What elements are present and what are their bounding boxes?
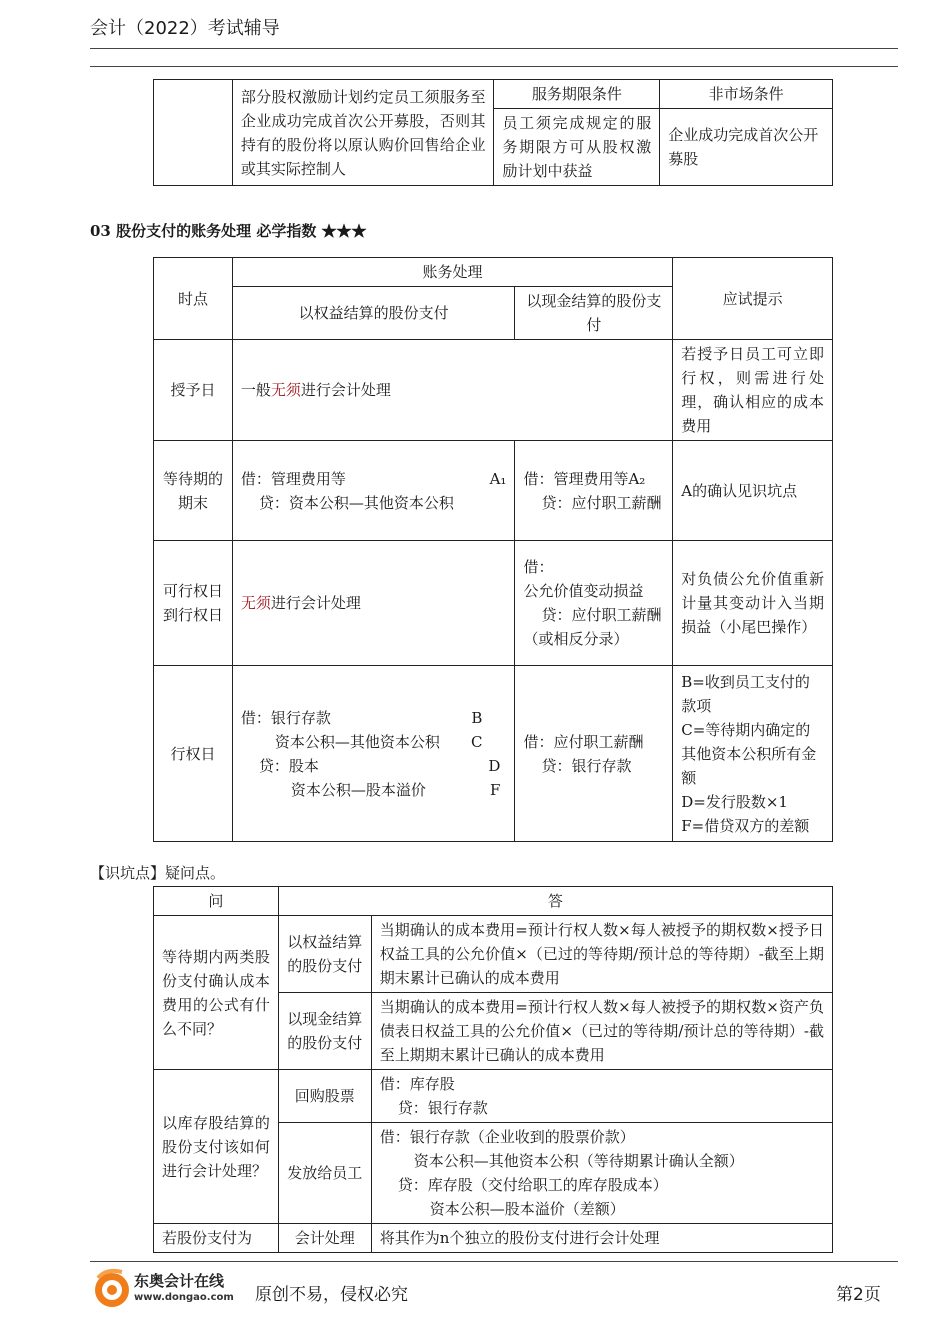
main-head-account: 账务处理 (232, 258, 672, 287)
qa-q1-eq-label: 以权益结算的股份支付 (278, 916, 371, 993)
wait-tip: A的确认见识坑点 (673, 441, 833, 541)
top-table-empty-cell (154, 80, 233, 186)
qa-q2-buy-l2: 贷：银行存款 (397, 1099, 488, 1117)
top-table-col2-head: 服务期限条件 (494, 80, 660, 109)
main-head-cash: 以现金结算的股份支付 (515, 287, 673, 340)
main-head-time: 时点 (154, 258, 233, 340)
exercise-eq-l4: 资本公积—股本溢价 (290, 780, 426, 799)
header-rule-2 (90, 66, 898, 67)
exercise-eq-m4: F (490, 780, 501, 799)
grant-tip: 若授予日员工可立即行权，则需进行处理，确认相应的成本费用 (673, 340, 833, 441)
exercise-eq-l2: 资本公积—其他资本公积 (274, 732, 440, 751)
exercise-time: 行权日 (154, 666, 233, 842)
exercise-eq-m2: C (470, 732, 483, 751)
page-number: 第2页 (836, 1285, 881, 1305)
wait-cash-line2: 贷：应付职工薪酬 (541, 493, 662, 512)
logo-cn: 东奥会计在线 (134, 1272, 225, 1290)
pitfall-note: 【识坑点】疑问点。 (90, 864, 226, 882)
exercisable-cash-line2: 公允价值变动损益 (523, 582, 644, 600)
qa-q2-buy-answer (371, 1070, 832, 1123)
grant-pre: 一般 (240, 381, 271, 399)
qa-head-answer: 答 (278, 887, 832, 916)
exercise-tip1: B=收到员工支付的款项 (681, 672, 810, 715)
exercise-tip2: C=等待期内确定的其他资本公积所有金额 (681, 720, 817, 787)
header-title: 会计（2022）考试辅导 (90, 18, 280, 39)
exercise-equity (232, 666, 515, 842)
exercisable-equity (232, 541, 515, 666)
exercisable-cash-line1: 借： (523, 558, 554, 576)
exercisable-red: 无须 (240, 594, 271, 612)
exercise-eq-l1: 借：银行存款 (240, 708, 331, 727)
qa-table (153, 886, 833, 1253)
wait-equity (232, 441, 515, 541)
qa-q2-issue-l2: 资本公积—其他资本公积（等待期累计确认全额） (413, 1152, 744, 1170)
exercisable-cash-line4: （或相反分录） (523, 630, 629, 648)
exercise-cash (515, 666, 673, 842)
top-table-col3-body: 企业成功完成首次公开募股 (660, 109, 833, 186)
qa-q1-cash-answer: 当期确认的成本费用=预计行权人数×每人被授予的期权数×资产负债表日权益工具的公允价值×（已过的等待期/预计总的等待期）-截至上期期末累计已确认的成本费用 (371, 993, 832, 1070)
grant-treatment (232, 340, 672, 441)
wait-eq-line1: 借：管理费用等 (240, 469, 346, 488)
qa-q2-issue-l3: 贷：库存股（交付给职工的库存股成本） (397, 1176, 668, 1194)
qa-q1: 等待期内两类股份支付确认成本费用的公式有什么不同？ (154, 916, 279, 1070)
main-head-tip: 应试提示 (673, 258, 833, 340)
exercise-cash-l2: 贷：银行存款 (541, 756, 632, 775)
section-title: 03 股份支付的账务处理 必学指数 ★★★ (90, 222, 367, 240)
qa-q2-issue-l1: 借：银行存款（企业收到的股票价款） (379, 1128, 635, 1146)
qa-q2-issue-answer (371, 1123, 832, 1224)
exercisable-tip: 对负债公允价值重新计量其变动计入当期损益（小尾巴操作） (673, 541, 833, 666)
qa-q2-issue-l4: 资本公积—股本溢价（差额） (429, 1200, 625, 1218)
footer-rule (90, 1261, 898, 1262)
qa-q2-buy-label: 回购股票 (278, 1070, 371, 1123)
exercise-eq-m1: B (471, 708, 483, 727)
exercise-eq-m3: D (488, 756, 501, 775)
qa-head-question: 问 (154, 887, 279, 916)
qa-q2: 以库存股结算的股份支付该如何进行会计处理？ (154, 1070, 279, 1224)
grant-time: 授予日 (154, 340, 233, 441)
logo-url: www.dongao.com (134, 1292, 234, 1303)
footer-slogan: 原创不易，侵权必究 (255, 1285, 408, 1305)
logo-mark-icon (92, 1266, 132, 1312)
wait-time: 等待期的期末 (154, 441, 233, 541)
exercise-tip (673, 666, 833, 842)
qa-q1-cash-label: 以现金结算的股份支付 (278, 993, 371, 1070)
exercise-tip3: D=发行股数×1 (681, 792, 788, 811)
exercisable-post: 进行会计处理 (270, 594, 361, 612)
exercise-cash-l1: 借：应付职工薪酬 (523, 732, 644, 751)
exercise-eq-l3: 贷：股本 (258, 756, 319, 775)
qa-q3-label: 会计处理 (278, 1224, 371, 1253)
qa-q2-buy-l1: 借：库存股 (379, 1075, 455, 1093)
dongao-logo (92, 1266, 242, 1312)
header-rule (90, 48, 898, 49)
main-head-equity: 以权益结算的股份支付 (232, 287, 515, 340)
qa-q3: 若股份支付为 (154, 1224, 279, 1253)
qa-q1-eq-answer: 当期确认的成本费用=预计行权人数×每人被授予的期权数×授予日权益工具的公允价值×（已过的等待期/预计总的等待期）-截至上期期末累计已确认的成本费用 (371, 916, 832, 993)
top-table-col2-body: 员工须完成规定的服务期限方可从股权激励计划中获益 (494, 109, 660, 186)
exercisable-time: 可行权日到行权日 (154, 541, 233, 666)
top-table (153, 79, 833, 186)
exercisable-cash-line3: 贷：应付职工薪酬 (541, 606, 662, 624)
exercisable-cash (515, 541, 673, 666)
wait-eq-line2: 贷：资本公积—其他资本公积 (258, 493, 454, 512)
qa-q3-answer: 将其作为n个独立的股份支付进行会计处理 (371, 1224, 832, 1253)
top-table-desc: 部分股权激励计划约定员工须服务至企业成功完成首次公开募股，否则其持有的股份将以原认购价回售给企业或其实际控制人 (232, 80, 494, 186)
qa-q2-issue-label: 发放给员工 (278, 1123, 371, 1224)
main-table (153, 257, 833, 842)
grant-red: 无须 (270, 381, 301, 399)
wait-eq-mark1: A₁ (489, 469, 507, 488)
wait-cash (515, 441, 673, 541)
grant-post: 进行会计处理 (300, 381, 391, 399)
exercise-tip4: F=借贷双方的差额 (681, 816, 810, 835)
top-table-col3-head: 非市场条件 (660, 80, 833, 109)
wait-cash-line1: 借：管理费用等A₂ (523, 469, 646, 488)
